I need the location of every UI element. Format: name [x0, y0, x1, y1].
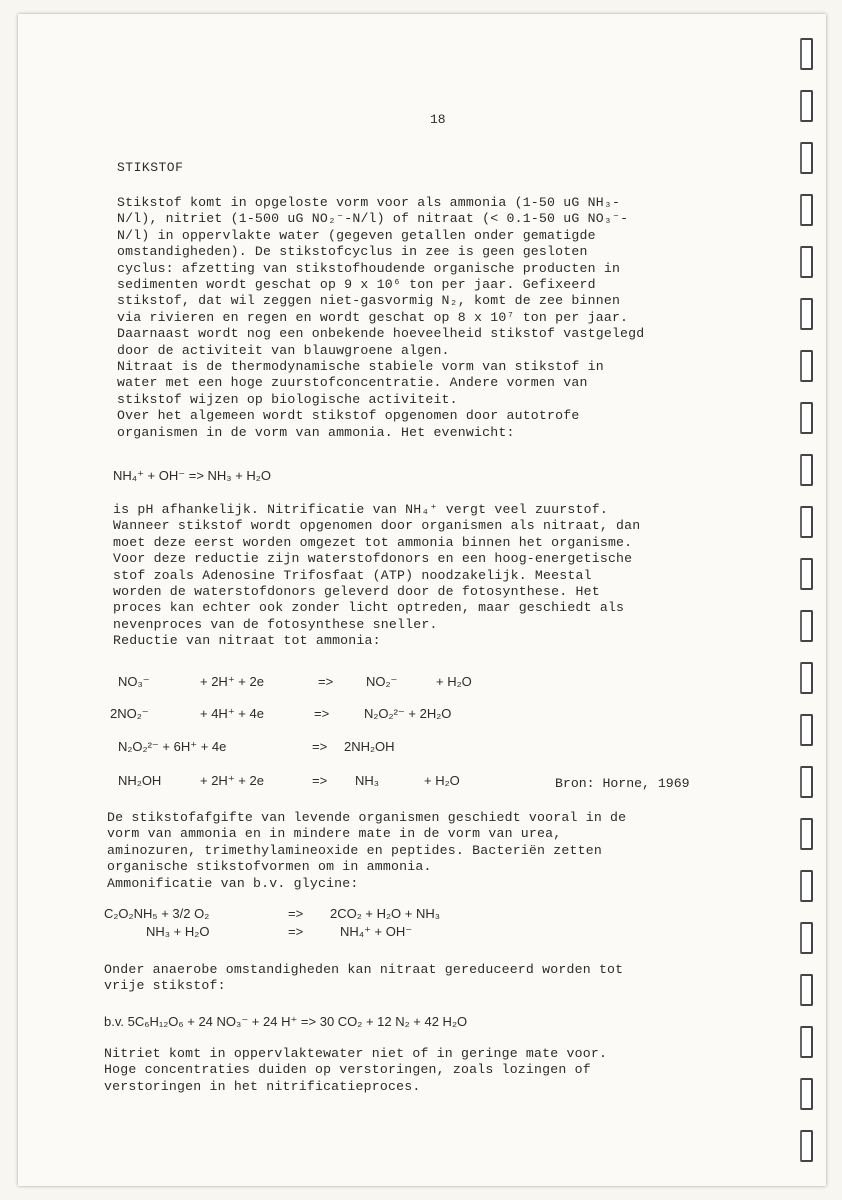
denitrification-equation: b.v. 5C₆H₁₂O₆ + 24 NO₃⁻ + 24 H⁺ => 30 CO₂ + 12 N₂ + 42 H₂O — [104, 1014, 468, 1029]
reduction-term: + 2H⁺ + 2e — [200, 674, 264, 689]
reduction-term: => — [312, 739, 328, 754]
reduction-term: NH₃ — [355, 773, 380, 788]
text-line: via rivieren en regen en wordt geschat op 8 x 10⁷ ton per jaar. — [117, 309, 629, 325]
text-line: Hoge concentraties duiden op verstoringen, zoals lozingen of — [104, 1062, 591, 1078]
source-citation: Bron: Horne, 1969 — [555, 776, 690, 791]
text-line: organismen in de vorm van ammonia. Het evenwicht: — [117, 424, 515, 440]
text-line: Ammonificatie van b.v. glycine: — [107, 875, 359, 891]
paragraph-nitrification — [113, 502, 640, 650]
text-line: vorm van ammonia en in mindere mate in de vorm van urea, — [107, 826, 562, 842]
reduction-term: N₂O₂²⁻ + 2H₂O — [364, 706, 452, 721]
reduction-term: + H₂O — [424, 773, 460, 788]
reduction-term: NO₃⁻ — [118, 674, 150, 689]
text-line: vrije stikstof: — [104, 978, 226, 994]
equilibrium-equation: NH₄⁺ + OH⁻ => NH₃ + H₂O — [113, 468, 271, 483]
text-line: stikstof, dat wil zeggen niet-gasvormig N₂, komt de zee binnen — [117, 293, 621, 309]
text-line: proces kan echter ook zonder licht optreden, maar geschiedt als — [113, 600, 625, 616]
text-line: nevenproces van de fotosynthese sneller. — [113, 616, 438, 632]
text-line: water met een hoge zuurstofconcentratie. Andere vormen van — [117, 375, 588, 391]
text-line: Stikstof komt in opgeloste vorm voor als ammonia (1-50 uG NH₃- — [117, 195, 621, 210]
text-line: Wanneer stikstof wordt opgenomen door organismen als nitraat, dan — [113, 518, 641, 534]
glycine-term: C₂O₂NH₅ + 3/2 O₂ — [104, 906, 210, 921]
text-line: Nitriet komt in oppervlaktewater niet of in geringe mate voor. — [104, 1046, 608, 1061]
section-heading: STIKSTOF — [117, 160, 184, 175]
reduction-term: => — [312, 773, 328, 788]
text-line: N/l) in oppervlakte water (gegeven getallen onder gematigde — [117, 227, 596, 243]
paragraph-intro — [117, 195, 644, 441]
text-line: De stikstofafgifte van levende organismen geschiedt vooral in de — [107, 810, 627, 825]
glycine-term: => — [288, 924, 304, 939]
text-line: sedimenten wordt geschat op 9 x 10⁶ ton per jaar. Gefixeerd — [117, 277, 596, 293]
text-line: organische stikstofvormen om in ammonia. — [107, 859, 432, 875]
show-through-text — [678, 154, 798, 794]
text-line: cyclus: afzetting van stikstofhoudende organische producten in — [117, 260, 621, 276]
text-line: Over het algemeen wordt stikstof opgenomen door autotrofe — [117, 408, 580, 424]
reduction-term: => — [314, 706, 330, 721]
text-line: moet deze eerst worden omgezet tot ammonia binnen het organisme. — [113, 534, 633, 550]
glycine-term: NH₃ + H₂O — [146, 924, 210, 939]
reduction-term: 2NO₂⁻ — [110, 706, 149, 721]
reduction-term: NO₂⁻ — [366, 674, 398, 689]
reduction-term: => — [318, 674, 334, 689]
paragraph-nitrite — [104, 1046, 607, 1095]
spiral-binding — [800, 30, 814, 1170]
reduction-term: + H₂O — [436, 674, 472, 689]
text-line: stof zoals Adenosine Trifosfaat (ATP) noodzakelijk. Meestal — [113, 567, 592, 583]
text-line: Daarnaast wordt nog een onbekende hoeveelheid stikstof vastgelegd — [117, 326, 645, 342]
reduction-term: 2NH₂OH — [344, 739, 395, 754]
text-line: verstoringen in het nitrificatieproces. — [104, 1078, 421, 1094]
text-line: omstandigheden). De stikstofcyclus in zee is geen gesloten — [117, 244, 588, 260]
text-line: stikstof wijzen op biologische activiteit. — [117, 391, 458, 407]
text-line: N/l), nitriet (1-500 uG NO₂⁻-N/l) of nitraat (< 0.1-50 uG NO₃⁻- — [117, 211, 629, 227]
glycine-term: 2CO₂ + H₂O + NH₃ — [330, 906, 441, 921]
text-line: Nitraat is de thermodynamische stabiele vorm van stikstof in — [117, 359, 604, 375]
reduction-term: + 4H⁺ + 4e — [200, 706, 264, 721]
paragraph-anaerobic — [104, 962, 623, 995]
paragraph-excretion — [107, 810, 626, 892]
text-line: is pH afhankelijk. Nitrificatie van NH₄⁺ vergt veel zuurstof. — [113, 502, 608, 517]
reduction-term: N₂O₂²⁻ + 6H⁺ + 4e — [118, 739, 227, 754]
text-line: aminozuren, trimethylamineoxide en peptides. Bacteriën zetten — [107, 842, 602, 858]
text-line: worden de waterstofdonors geleverd door de fotosynthese. Het — [113, 584, 600, 600]
page-number: 18 — [430, 112, 446, 127]
glycine-term: => — [288, 906, 304, 921]
reduction-term: NH₂OH — [118, 773, 162, 788]
text-line: Voor deze reductie zijn waterstofdonors en een hoog-energetische — [113, 551, 633, 567]
text-line: door de activiteit van blauwgroene algen. — [117, 342, 450, 358]
text-line: Reductie van nitraat tot ammonia: — [113, 633, 381, 649]
glycine-term: NH₄⁺ + OH⁻ — [340, 924, 413, 939]
reduction-term: + 2H⁺ + 2e — [200, 773, 264, 788]
text-line: Onder anaerobe omstandigheden kan nitraat gereduceerd worden tot — [104, 962, 624, 977]
